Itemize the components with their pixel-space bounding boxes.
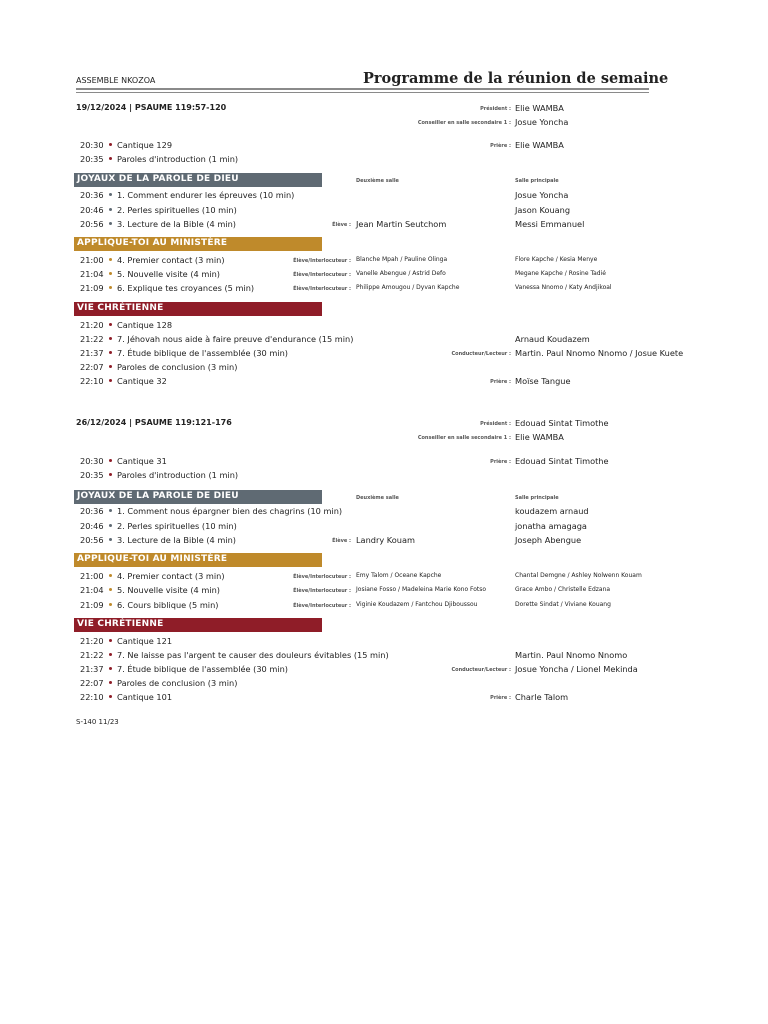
part-title: Paroles d'introduction (1 min) <box>117 470 239 480</box>
bullet-dot <box>109 639 112 642</box>
assignee-main: Josue Yoncha <box>515 190 569 200</box>
part-time: 20:30 <box>80 456 104 466</box>
conducteur-label: Conducteur/Lecteur : <box>451 667 511 673</box>
part-time: 20:56 <box>80 219 104 229</box>
eleve-label: Élève : <box>332 538 351 544</box>
part-title: 7. Étude biblique de l'assemblée (30 min) <box>117 664 288 674</box>
assignee-main: Martin. Paul Nnomo Nnomo / Josue Kuete <box>515 348 684 358</box>
assignee-main: Jason Kouang <box>515 205 571 215</box>
part-title: 7. Ne laisse pas l'argent te causer des douleurs évitables (15 min) <box>117 650 389 660</box>
part-time: 21:20 <box>80 636 104 646</box>
section-header-applique <box>74 553 322 567</box>
part-time: 21:37 <box>80 664 104 674</box>
section-title: VIE CHRÉTIENNE <box>77 619 164 629</box>
assignee-main: Arnaud Koudazem <box>515 334 590 344</box>
part-title: 2. Perles spirituelles (10 min) <box>117 521 237 531</box>
president-name: Elie WAMBA <box>515 103 564 113</box>
part-time: 20:46 <box>80 521 104 531</box>
priere-name: Elie WAMBA <box>515 140 564 150</box>
priere-label: Prière : <box>490 379 511 385</box>
part-time: 21:09 <box>80 283 104 293</box>
part-title: 3. Lecture de la Bible (4 min) <box>117 535 236 545</box>
part-time: 21:00 <box>80 255 104 265</box>
bullet-dot <box>109 459 112 462</box>
eleve-interlocuteur-label: Élève/Interlocuteur : <box>293 588 351 594</box>
section-title: APPLIQUE-TOI AU MINISTÈRE <box>77 554 228 564</box>
bullet-dot <box>109 337 112 340</box>
bullet-dot <box>109 653 112 656</box>
part-title: 6. Cours biblique (5 min) <box>117 600 219 610</box>
part-time: 21:00 <box>80 571 104 581</box>
section-title: JOYAUX DE LA PAROLE DE DIEU <box>77 174 239 184</box>
priere-label: Prière : <box>490 695 511 701</box>
president-name: Edouad Sintat Timothe <box>515 418 609 428</box>
part-time: 22:10 <box>80 376 104 386</box>
part-title: Cantique 101 <box>117 692 173 702</box>
bullet-dot <box>109 323 112 326</box>
president-label: Président : <box>480 421 511 427</box>
part-time: 21:09 <box>80 600 104 610</box>
assignee-main: jonatha amagaga <box>515 521 587 531</box>
eleve-interlocuteur-label: Élève/Interlocuteur : <box>293 603 351 609</box>
conseiller-label: Conseiller en salle secondaire 1 : <box>417 120 511 126</box>
priere-name: Edouad Sintat Timothe <box>515 456 609 466</box>
part-title: Paroles d'introduction (1 min) <box>117 154 239 164</box>
assignee-main: Josue Yoncha / Lionel Mekinda <box>515 664 638 674</box>
bullet-dot <box>109 574 112 577</box>
assignee-second: Philippe Amougou / Dyvan Kapche <box>356 284 460 291</box>
part-title: 7. Étude biblique de l'assemblée (30 min) <box>117 348 288 358</box>
assignee-main: Chantal Demgne / Ashley Nolwenn Kouam <box>515 572 642 579</box>
eleve-interlocuteur-label: Élève/Interlocuteur : <box>293 258 351 264</box>
part-title: Paroles de conclusion (3 min) <box>117 678 238 688</box>
priere-name: Charle Talom <box>515 692 569 702</box>
eleve-interlocuteur-label: Élève/Interlocuteur : <box>293 286 351 292</box>
part-time: 20:36 <box>80 190 104 200</box>
salle-principale-label: Salle principale <box>515 495 559 501</box>
assignee-main: Martin. Paul Nnomo Nnomo <box>515 650 628 660</box>
part-title: Cantique 32 <box>117 376 167 386</box>
assignee-main: Grace Ambo / Christelle Edzana <box>515 586 611 593</box>
part-title: 5. Nouvelle visite (4 min) <box>117 585 220 595</box>
assignee-second: Blanche Mpah / Pauline Olinga <box>356 256 448 263</box>
assignee-second: Emy Talom / Oceane Kapche <box>356 572 442 579</box>
assignee-second: Josiane Fosso / Madeleina Marie Kono Fotso <box>356 586 487 593</box>
part-title: 3. Lecture de la Bible (4 min) <box>117 219 236 229</box>
section-header-joyaux <box>74 490 322 504</box>
conseiller-name: Josue Yoncha <box>515 117 569 127</box>
salle-principale-label: Salle principale <box>515 178 559 184</box>
conseiller-name: Elie WAMBA <box>515 432 564 442</box>
part-title: 1. Comment nous épargner bien des chagrins (10 min) <box>117 506 343 516</box>
part-time: 20:36 <box>80 506 104 516</box>
bullet-dot <box>109 538 112 541</box>
part-time: 20:35 <box>80 470 104 480</box>
bullet-dot <box>109 667 112 670</box>
form-code: S-140 11/23 <box>76 718 119 726</box>
part-title: 5. Nouvelle visite (4 min) <box>117 269 220 279</box>
bullet-dot <box>109 603 112 606</box>
assignee-main: Messi Emmanuel <box>515 219 585 229</box>
week-heading: 19/12/2024 | PSAUME 119:57-120 <box>76 103 227 112</box>
bullet-dot <box>109 379 112 382</box>
assignee-main: Vanessa Nnomo / Katy Andjikoal <box>515 284 612 291</box>
part-time: 22:07 <box>80 362 104 372</box>
part-title: 4. Premier contact (3 min) <box>117 255 225 265</box>
president-label: Président : <box>480 106 511 112</box>
part-title: Cantique 128 <box>117 320 173 330</box>
page-title: Programme de la réunion de semaine <box>363 70 669 87</box>
part-time: 21:20 <box>80 320 104 330</box>
section-header-vie <box>74 618 322 632</box>
part-title: Cantique 31 <box>117 456 167 466</box>
part-time: 22:07 <box>80 678 104 688</box>
part-time: 21:04 <box>80 585 104 595</box>
part-title: 4. Premier contact (3 min) <box>117 571 225 581</box>
assignee-main: Megane Kapche / Rosine Tadié <box>515 270 606 277</box>
assignee-main: Dorette Sindat / Viviane Kouang <box>515 601 611 608</box>
bullet-dot <box>109 351 112 354</box>
part-title: 6. Explique tes croyances (5 min) <box>117 283 255 293</box>
priere-label: Prière : <box>490 459 511 465</box>
part-time: 20:35 <box>80 154 104 164</box>
bullet-dot <box>109 509 112 512</box>
part-time: 20:56 <box>80 535 104 545</box>
part-time: 21:04 <box>80 269 104 279</box>
part-time: 21:22 <box>80 650 104 660</box>
assignee-second: Viginie Koudazem / Fantchou Djiboussou <box>356 601 478 608</box>
part-title: Cantique 129 <box>117 140 173 150</box>
part-title: 1. Comment endurer les épreuves (10 min) <box>117 190 295 200</box>
assignee-second: Vanelle Abengue / Astrid Defo <box>356 270 446 277</box>
deuxieme-salle-label: Deuxième salle <box>356 495 399 501</box>
part-time: 20:46 <box>80 205 104 215</box>
congregation-name: ASSEMBLE NKOZOA <box>76 76 156 85</box>
part-time: 21:22 <box>80 334 104 344</box>
part-time: 21:37 <box>80 348 104 358</box>
part-title: Cantique 121 <box>117 636 173 646</box>
eleve-interlocuteur-label: Élève/Interlocuteur : <box>293 272 351 278</box>
bullet-dot <box>109 695 112 698</box>
bullet-dot <box>109 524 112 527</box>
section-title: JOYAUX DE LA PAROLE DE DIEU <box>77 491 239 501</box>
priere-name: Moïse Tangue <box>515 376 571 386</box>
section-header-vie <box>74 302 322 316</box>
part-title: 7. Jéhovah nous aide à faire preuve d'endurance (15 min) <box>117 334 354 344</box>
bullet-dot <box>109 473 112 476</box>
assignee-second: Jean Martin Seutchom <box>356 219 447 229</box>
conseiller-label: Conseiller en salle secondaire 1 : <box>417 435 511 441</box>
assignee-main: koudazem arnaud <box>515 506 589 516</box>
bullet-dot <box>109 681 112 684</box>
section-title: APPLIQUE-TOI AU MINISTÈRE <box>77 238 228 248</box>
deuxieme-salle-label: Deuxième salle <box>356 178 399 184</box>
assignee-second: Landry Kouam <box>356 535 415 545</box>
assignee-main: Joseph Abengue <box>515 535 582 545</box>
week-heading: 26/12/2024 | PSAUME 119:121-176 <box>76 418 232 427</box>
part-time: 20:30 <box>80 140 104 150</box>
eleve-label: Élève : <box>332 222 351 228</box>
assignee-main: Flore Kapche / Kesia Menye <box>515 256 598 263</box>
part-title: Paroles de conclusion (3 min) <box>117 362 238 372</box>
bullet-dot <box>109 588 112 591</box>
conducteur-label: Conducteur/Lecteur : <box>451 351 511 357</box>
part-time: 22:10 <box>80 692 104 702</box>
eleve-interlocuteur-label: Élève/Interlocuteur : <box>293 574 351 580</box>
part-title: 2. Perles spirituelles (10 min) <box>117 205 237 215</box>
priere-label: Prière : <box>490 143 511 149</box>
bullet-dot <box>109 365 112 368</box>
section-title: VIE CHRÉTIENNE <box>77 303 164 313</box>
